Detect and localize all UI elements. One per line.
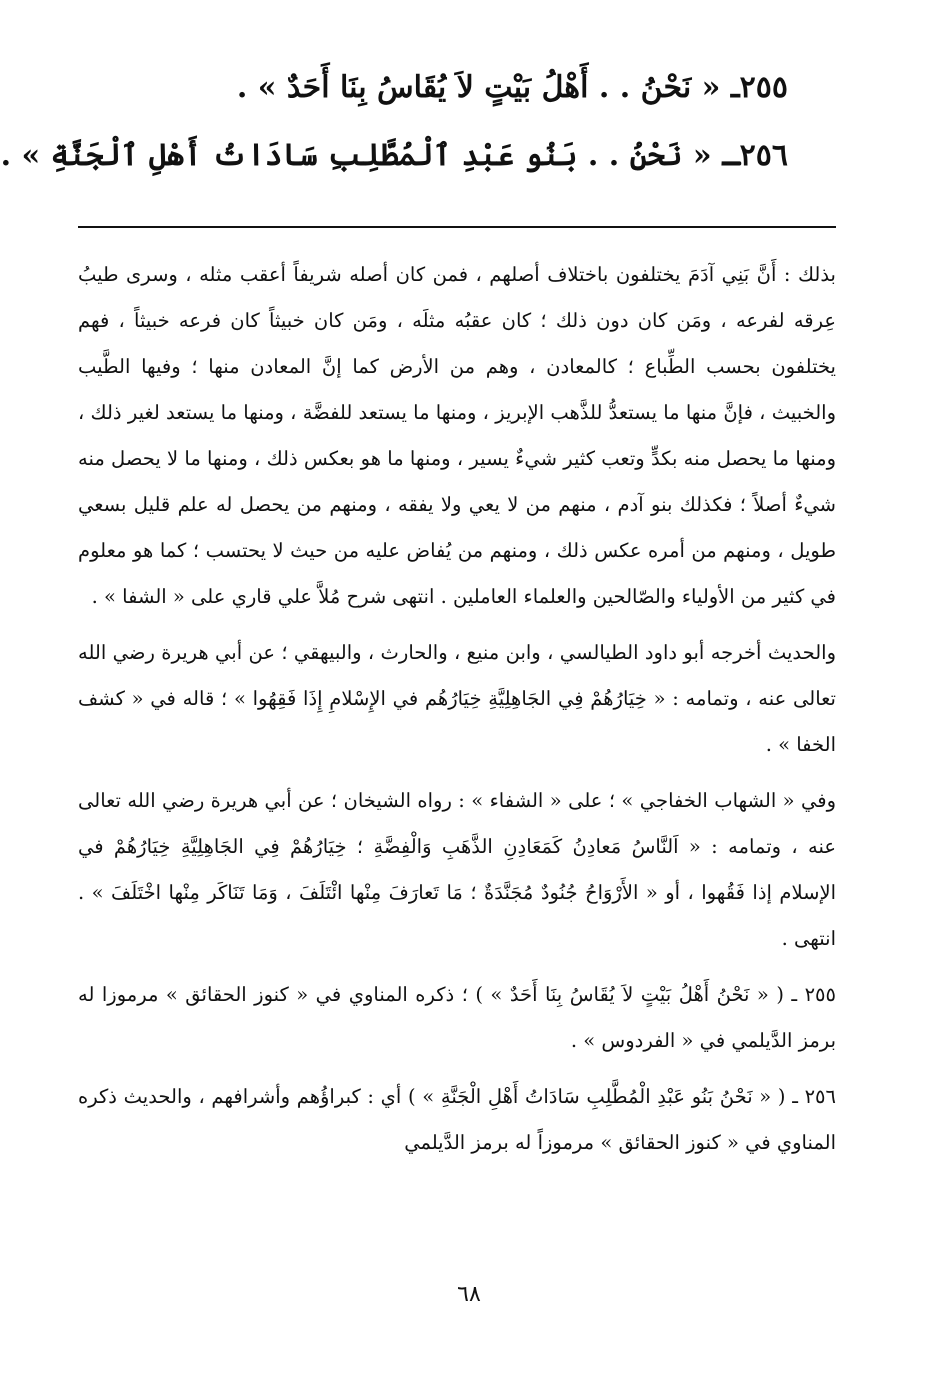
commentary-paragraph: بذلك : أَنَّ بَنِي آدَمَ يختلفون باختلاف أصلهم ، فمن كان أصله شريفاً أعقب مثله ، وسرى طيبُ عِرقه لفرعه ، ومَن كان دون ذلك ؛ كان عقبُه مثلَه ، ومَن كان خبيثاً كان فرعه خبيثاً ، فهم يختلفون بحسب الطِّباع ؛ كالمعادن ، وهم من الأرض كما إنَّ المعادن منها ؛ وفيها الطَّيب والخبيث ، فإنَّ منها ما يستعدُّ للذَّهب الإبريز ، ومنها ما يستعد للفضَّة ، ومنها ما يستعد لغير ذلك ، ومنها ما يحصل منه بكدٍّ وتعب كثير شيءٌ يسير ، ومنها ما هو بعكس ذلك ، ومنها ما لا يحصل منه شيءٌ أصلاً ؛ فكذلك بنو آدم ، منهم من لا يعي ولا يفقه ، ومنهم من يحصل له علم قليل بسعي طويل ، ومنهم من أمره عكس ذلك ، ومنهم من يُفاض عليه من حيث لا يحتسب ؛ كما هو معلوم في كثير من الأولياء والصّالحين والعلماء العاملين . انتهى شرح مُلاَّ علي قاري على « الشفا » .: [78, 263, 836, 608]
footnote-divider: [78, 226, 836, 228]
hadith-heading-256: ٢٥٦ـ « نَحْنُ . . بَنُو عَبْدِ ٱلْمُطَّلِبِ سَادَاتُ أَهْلِ ٱلْجَنَّةِ » .: [0, 138, 788, 173]
commentary-paragraph: والحديث أخرجه أبو داود الطيالسي ، وابن منيع ، والحارث ، والبيهقي ؛ عن أبي هريرة رضي الله تعالى عنه ، وتمامه : « خِيَارُهُمْ فِي الجَاهِلِيَّةِ خِيَارُهُم في الإِسْلامِ إِذَا فَقِهُوا » ؛ قاله في « كشف الخفا » .: [78, 641, 836, 756]
commentary-body: [78, 252, 836, 1176]
hadith-heading-255: ٢٥٥ـ « نَحْنُ . . أَهْلُ بَيْتٍ لاَ يُقَاسُ بِنَا أَحَدٌ » .: [236, 70, 788, 105]
commentary-paragraph: ٢٥٥ ـ ( « نَحْنُ أَهْلُ بَيْتٍ لاَ يُقَاسُ بِنَا أَحَدٌ » ) ؛ ذكره المناوي في « كنوز الحقائق » مرموزا له برمز الدَّيلمي في « الفردوس » .: [78, 983, 836, 1052]
page-number: ٦٨: [457, 1282, 481, 1307]
commentary-paragraph: وفي « الشهاب الخفاجي » ؛ على « الشفاء » : رواه الشيخان ؛ عن أبي هريرة رضي الله تعالى عنه ، وتمامه : « اَلنَّاسُ مَعادِنُ كَمَعَادِنِ الذَّهَبِ وَالْفِضَّةِ ؛ خِيَارُهُمْ فِي الجَاهِلِيَّةِ خِيَارُهُمْ في الإسلام إذا فَقُهوا ، أو « الأَرْوَاحُ جُنُودٌ مُجَنَّدَةٌ ؛ مَا تَعارَفَ مِنْها ائْتَلَفَ ، وَمَا تَنَاكَر مِنْها اخْتَلَفَ » . انتهى .: [78, 789, 836, 950]
commentary-paragraph: ٢٥٦ ـ ( « نَحْنُ بَنُو عَبْدِ الْمُطَّلِبِ سَادَاتُ أَهْلِ الْجَنَّةِ » ) أي : كبراؤُهم وأشرافهم ، والحديث ذكره المناوي في « كنوز الحقائق » مرموزاً له برمز الدَّيلمي: [78, 1085, 836, 1154]
